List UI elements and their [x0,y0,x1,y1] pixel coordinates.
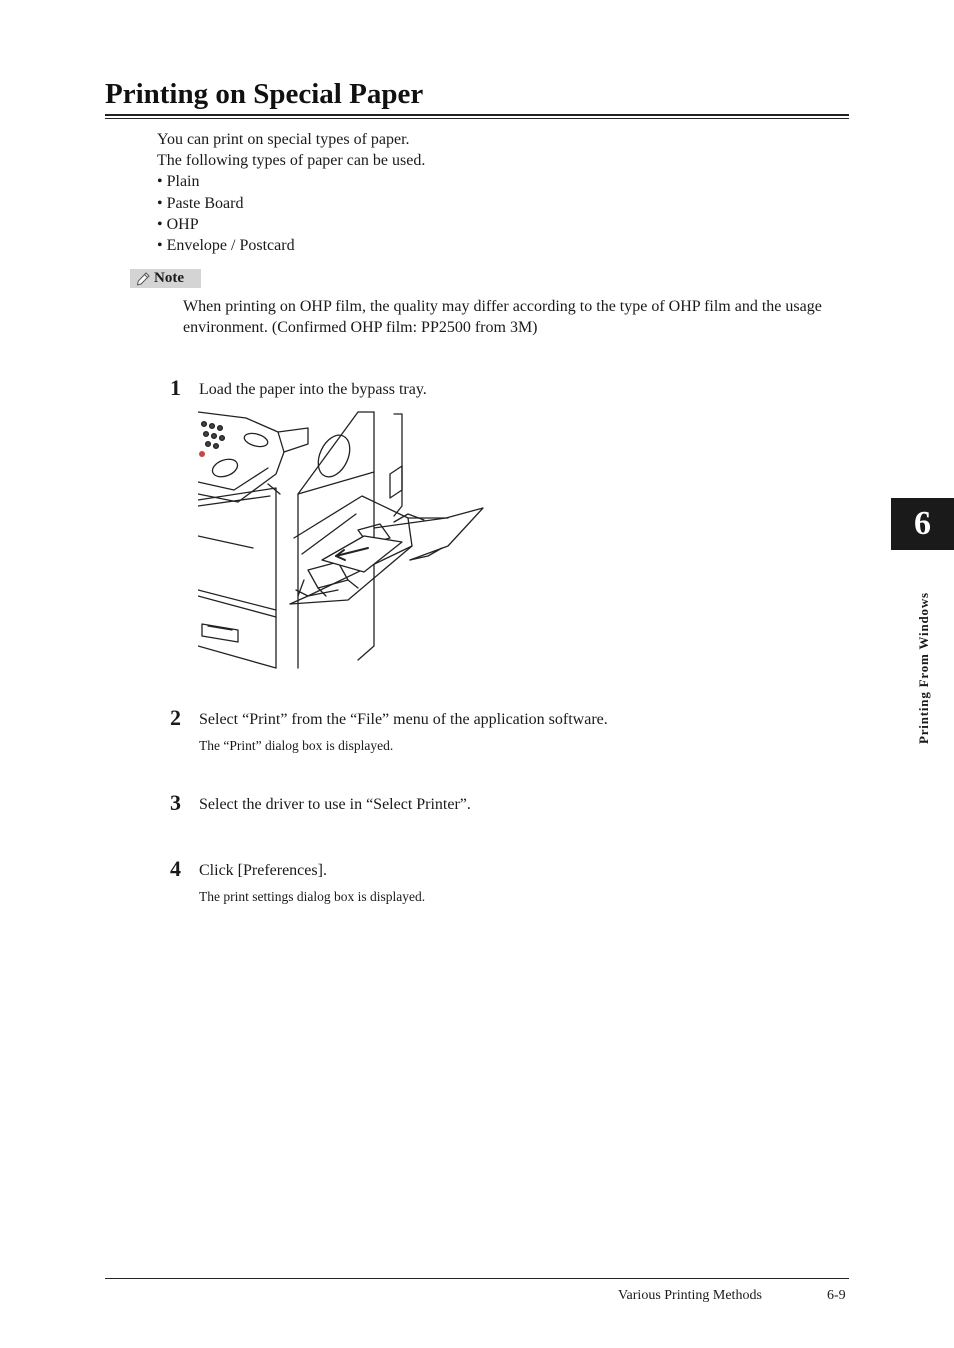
note-label: Note [154,270,184,286]
footer-section: Various Printing Methods [618,1288,762,1303]
list-item: • Plain [157,173,200,191]
list-item: • Envelope / Postcard [157,237,295,255]
footer-rule [105,1278,849,1279]
step-subtext: The print settings dialog box is displayed. [199,889,426,904]
note-text: When printing on OHP film, the quality may differ according to the type of OHP film and the usage environment. (Confirmed OHP film: PP2500 from 3M) [183,298,822,336]
list-item: • OHP [157,215,199,233]
pencil-icon [136,272,150,286]
list-item: • Paste Board [157,194,244,212]
step-number: 2 [170,705,181,730]
title-rule [105,114,849,116]
step-subtext: The “Print” dialog box is displayed. [199,738,394,753]
step-number: 4 [170,856,181,881]
intro-line-2: The following types of paper can be used. [157,152,426,170]
step-text: Click [Preferences]. [199,862,327,879]
title-rule-thin [105,118,849,119]
page-number: 6-9 [827,1288,846,1303]
step-text: Load the paper into the bypass tray. [199,381,427,398]
step-text: Select “Print” from the “File” menu of the application software. [199,711,608,728]
intro-line-1: You can print on special types of paper. [157,131,410,148]
note-badge [130,269,201,288]
intro-section [157,129,425,256]
step-text: Select the driver to use in “Select Printer”. [199,796,471,813]
chapter-side-label: Printing From Windows [916,592,931,744]
page-title: Printing on Special Paper [105,78,424,110]
bypass-tray-illustration [198,410,488,672]
paper-type-list [157,171,425,256]
step-number: 3 [170,790,181,815]
chapter-tab: 6 [891,498,954,550]
step-number: 1 [170,375,181,400]
